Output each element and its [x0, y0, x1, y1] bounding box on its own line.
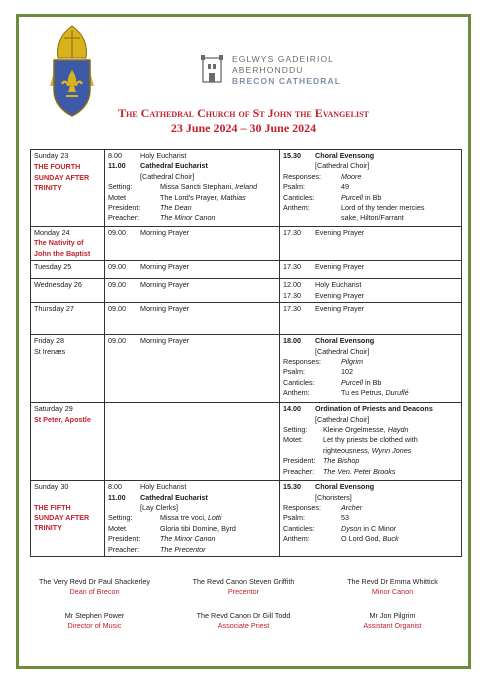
service-line: 12.00 Holy Eucharist: [283, 280, 362, 290]
choir-label: [Cathedral Choir]: [140, 171, 195, 181]
morning-services-cell: [105, 481, 280, 557]
evening-services-cell: [280, 279, 462, 303]
evening-services-cell: [280, 150, 462, 227]
morning-services-cell: [105, 261, 280, 279]
logo-line-welsh-1: EGLWYS GADEIRIOL: [232, 54, 334, 64]
service-line: 09.00 Morning Prayer: [108, 280, 190, 290]
day-label: Monday 24: [34, 228, 70, 237]
clergy-name: The Very Revd Dr Paul Shackerley: [38, 577, 151, 586]
day-cell: [31, 261, 105, 279]
day-cell: [31, 227, 105, 261]
day-label: Sunday 30: [34, 482, 69, 492]
clergy-role: Associate Priest: [217, 621, 270, 630]
detail-line: Canticles: Purcell in Bb: [283, 192, 382, 202]
clergy-role: Dean of Brecon: [69, 587, 120, 596]
day-cell: [31, 403, 105, 481]
day-label: Sunday 23: [34, 151, 69, 160]
morning-services-cell: [105, 227, 280, 261]
clergy-entry: [20, 611, 169, 631]
day-label: Saturday 29: [34, 404, 73, 414]
clergy-name: The Revd Dr Emma Whittick: [347, 577, 438, 586]
day-cell: [31, 279, 105, 303]
day-cell: [31, 150, 105, 227]
service-schedule-table: [30, 149, 462, 557]
detail-line: Psalm: 102: [283, 367, 353, 377]
table-row: [31, 335, 462, 403]
service-line: 17.30 Evening Prayer: [283, 290, 365, 300]
service-line: 17.30 Evening Prayer: [283, 262, 365, 272]
day-label: Wednesday 26: [34, 280, 82, 290]
feast-label: St Peter, Apostle: [34, 414, 91, 424]
clergy-name: Mr Jon Pilgrim: [369, 611, 416, 620]
detail-line: President: The Bishop: [283, 456, 360, 466]
clergy-role: Minor Canon: [371, 587, 414, 596]
service-line: 15.30 Choral Evensong: [283, 151, 375, 160]
detail-line: President: The Dean: [108, 203, 192, 213]
detail-line: Setting: Kleine Orgelmesse, Haydn: [283, 425, 409, 435]
evening-services-cell: [280, 481, 462, 557]
evening-services-cell: [280, 261, 462, 279]
table-row: [31, 279, 462, 303]
detail-line: Preacher: The Ven. Peter Brooks: [283, 466, 396, 476]
table-row: [31, 261, 462, 279]
service-line: 17.30 Evening Prayer: [283, 304, 365, 314]
detail-line: Anthem: Tu es Petrus, Duruflé: [283, 388, 409, 398]
clergy-role: Precentor: [227, 587, 260, 596]
detail-line: Responses: Moore: [283, 171, 362, 181]
evening-services-cell: [280, 403, 462, 481]
clergy-name: The Revd Canon Steven Griffith: [192, 577, 295, 586]
clergy-entry: [169, 577, 318, 597]
day-cell: [31, 481, 105, 557]
clergy-name: Mr Stephen Power: [64, 611, 125, 620]
day-cell: [31, 303, 105, 335]
detail-line: Canticles: Dyson in C Minor: [283, 523, 397, 533]
service-line: 09.00 Morning Prayer: [108, 228, 190, 237]
service-line: 09.00 Morning Prayer: [108, 262, 190, 272]
choir-label: [Choristers]: [315, 492, 352, 502]
detail-line: Anthem: O Lord God, Buck: [283, 534, 399, 544]
date-range: 23 June 2024 – 30 June 2024: [170, 121, 317, 135]
table-row: [31, 227, 462, 261]
feast-label: THE FIFTH SUNDAY AFTER TRINITY: [34, 502, 90, 533]
choir-label: [Cathedral Choir]: [315, 414, 370, 424]
service-line: 18.00 Choral Evensong: [283, 336, 375, 346]
clergy-role: Assistant Organist: [363, 621, 422, 630]
day-label: Thursday 27: [34, 304, 74, 314]
evening-services-cell: [280, 227, 462, 261]
detail-line: Preacher: The Precentor: [108, 544, 206, 554]
detail-line: Canticles: Purcell in Bb: [283, 377, 382, 387]
detail-line: Responses: Pilgrim: [283, 357, 363, 367]
morning-services-cell: [105, 150, 280, 227]
service-line: 09.00 Morning Prayer: [108, 336, 190, 346]
detail-line: Motet Gloria tibi Domine, Byrd: [108, 523, 236, 533]
detail-line: Psalm: 53: [283, 513, 349, 523]
evening-services-cell: [280, 303, 462, 335]
day-label: Tuesday 25: [34, 262, 72, 272]
service-line: 15.30 Choral Evensong: [283, 482, 375, 492]
clergy-name: The Revd Canon Dr Gill Todd: [196, 611, 291, 620]
choir-label: [Cathedral Choir]: [315, 346, 370, 356]
detail-line: Setting: Missa Sancti Stephani, Ireland: [108, 182, 258, 192]
service-line: 14.00 Ordination of Priests and Deacons: [283, 404, 433, 414]
table-row: [31, 303, 462, 335]
saint-label: St Irenæs: [34, 346, 66, 356]
evening-services-cell: [280, 335, 462, 403]
detail-line: Setting: Missa tre voci, Lotti: [108, 513, 222, 523]
clergy-entry: [318, 611, 467, 631]
logo-line-english: BRECON CATHEDRAL: [232, 76, 342, 86]
morning-services-cell: [105, 303, 280, 335]
choir-label: [Lay Clerks]: [140, 503, 178, 513]
detail-line: Preacher: The Minor Canon: [108, 213, 216, 223]
feast-label: THE FOURTH SUNDAY AFTER TRINITY: [34, 162, 90, 193]
detail-line: Anthem: Lord of thy tender mercies: [283, 203, 425, 213]
service-line: 17.30 Evening Prayer: [283, 228, 365, 237]
table-row: [31, 150, 462, 227]
detail-line: Psalm: 49: [283, 182, 349, 192]
table-row: [31, 481, 462, 557]
clergy-entry: [318, 577, 467, 597]
detail-line: Responses: Archer: [283, 503, 363, 513]
detail-line: President: The Minor Canon: [108, 534, 216, 544]
service-line: 8.00 Holy Eucharist: [108, 151, 187, 160]
service-line: 8.00 Holy Eucharist: [108, 482, 187, 492]
day-label: Friday 28: [34, 336, 64, 346]
service-line: 11.00 Cathedral Eucharist: [108, 161, 208, 171]
day-cell: [31, 335, 105, 403]
morning-services-cell: [105, 403, 280, 481]
choir-label: [Cathedral Choir]: [315, 161, 370, 171]
logo-line-welsh-2: ABERHONDDU: [232, 65, 304, 75]
cathedral-logo: [200, 52, 360, 92]
detail-continuation: righteousness, Wynn Jones: [323, 445, 412, 455]
clergy-role: Director of Music: [67, 621, 122, 630]
document-title: The Cathedral Church of St John the Evangelist: [118, 106, 369, 120]
detail-continuation: sake, Hilton/Farrant: [341, 213, 404, 223]
cathedral-tower-icon: [200, 54, 224, 84]
clergy-entry: [20, 577, 169, 597]
detail-line: Motet The Lord's Prayer, Mathias: [108, 192, 246, 202]
morning-services-cell: [105, 279, 280, 303]
detail-line: Motet: Let thy priests be clothed with: [283, 435, 418, 445]
table-row: [31, 403, 462, 481]
service-line: 09.00 Morning Prayer: [108, 304, 190, 314]
morning-services-cell: [105, 335, 280, 403]
clergy-entry: [169, 611, 318, 631]
feast-label: The Nativity of John the Baptist: [34, 238, 91, 258]
service-line: 11.00 Cathedral Eucharist: [108, 492, 208, 502]
